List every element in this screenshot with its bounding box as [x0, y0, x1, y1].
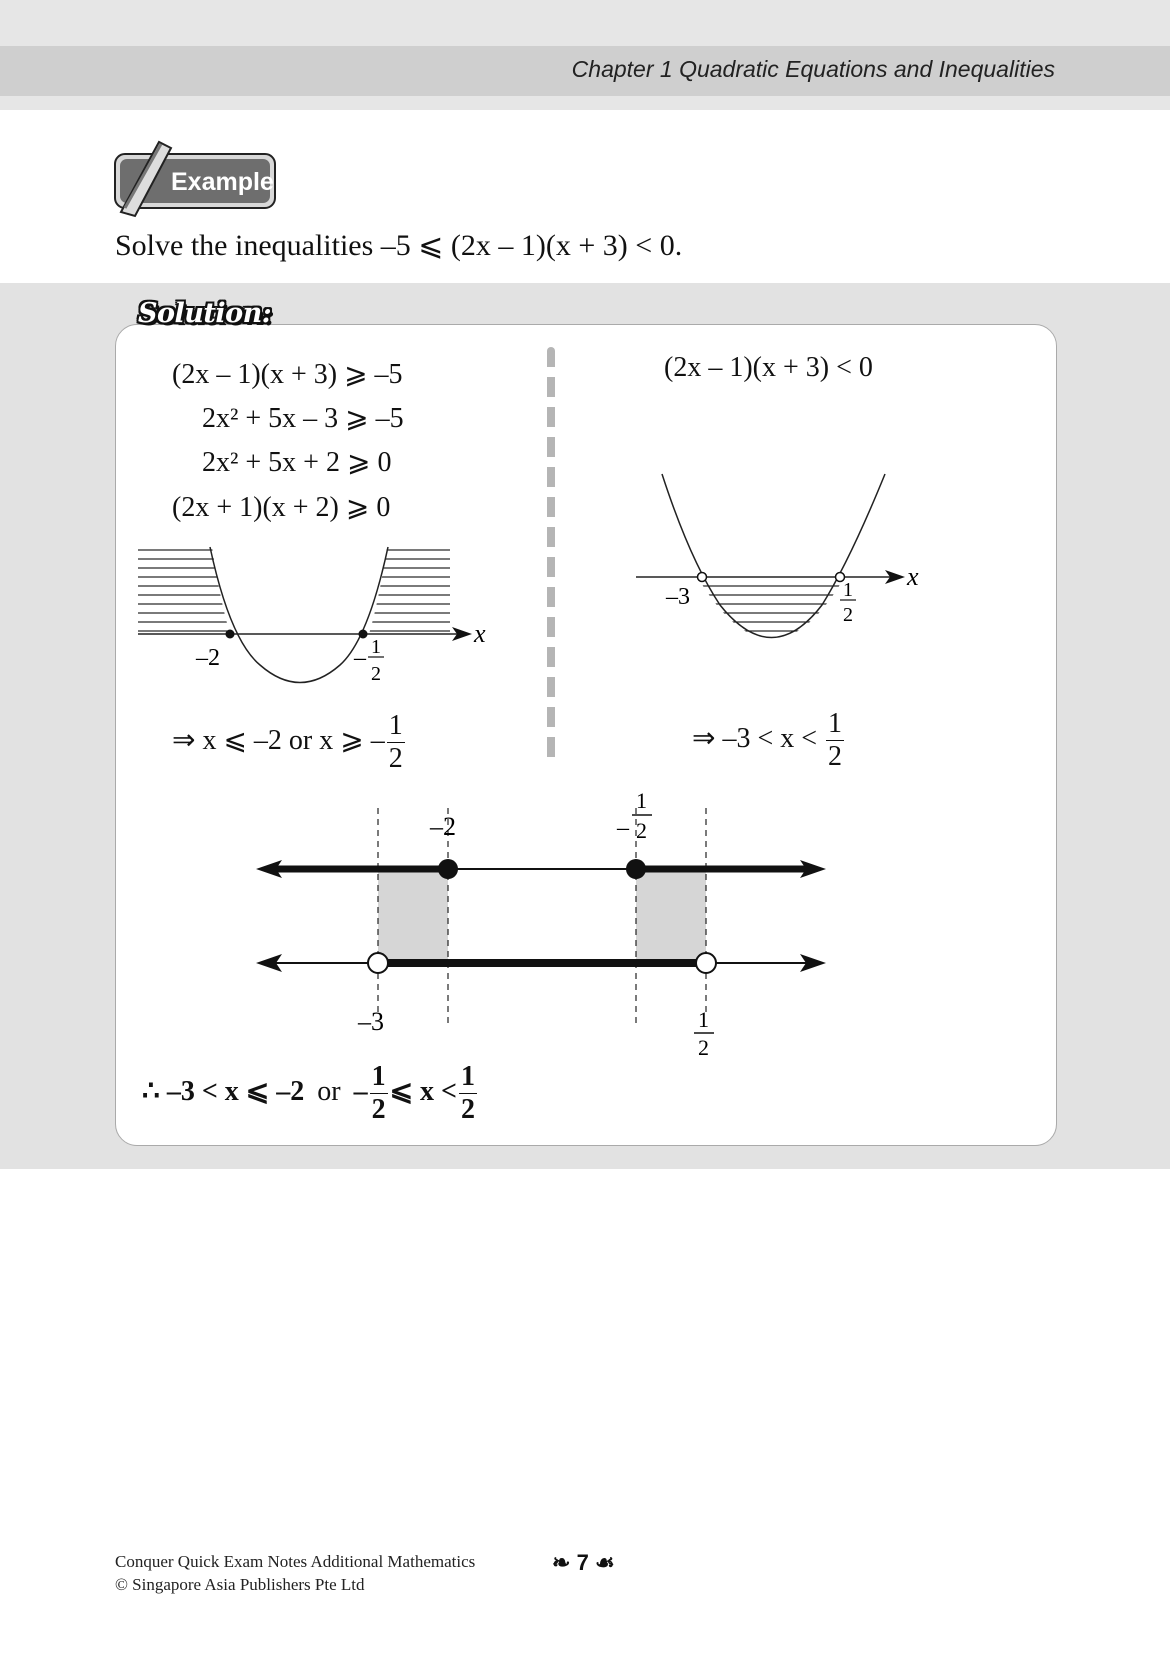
question-text: Solve the inequalities –5 ⩽ (2x – 1)(x + 3) < 0.: [115, 229, 683, 262]
step-3: 2x² + 5x + 2 ⩾ 0: [202, 447, 392, 478]
axis-label: x: [474, 619, 486, 648]
right-parabola-graph: [636, 474, 919, 638]
label-minus-half-sign: –: [617, 815, 629, 841]
label-half-num: 1: [636, 788, 647, 813]
root-label-num: 1: [843, 579, 853, 601]
footer: [115, 1550, 475, 1596]
open-point: [368, 953, 388, 973]
leaf-ornament-icon: ❧: [552, 1550, 571, 1575]
open-point: [696, 953, 716, 973]
root-label: –3: [666, 584, 690, 610]
page-number-value: 7: [576, 1550, 589, 1575]
root-label-num: 1: [371, 636, 381, 658]
closed-point: [438, 859, 458, 879]
root-label-den: 2: [371, 663, 381, 685]
root-label-den: 2: [843, 604, 853, 626]
label-minus-3: –3: [358, 1007, 384, 1036]
closed-point: [626, 859, 646, 879]
label-half-den: 2: [698, 1035, 709, 1060]
solution-label: Solution:: [138, 298, 272, 329]
step-4: (2x + 1)(x + 2) ⩾ 0: [172, 492, 391, 523]
root-label-sign: –: [354, 645, 366, 671]
right-inequality: (2x – 1)(x + 3) < 0: [664, 352, 873, 383]
left-result: ⇒ x ⩽ –2 or x ⩾ – $\frac{1}{2}$: [172, 710, 403, 774]
axis-label: x: [907, 562, 919, 591]
number-line-diagram: [256, 788, 826, 1060]
label-half-num: 1: [698, 1007, 709, 1032]
conclusion: ∴ –3 < x ⩽ –2 or – $\frac{1}{2}$ ⩽ x < $\frac{1}{2}$: [142, 1061, 475, 1125]
label-half-den: 2: [636, 818, 647, 843]
root-point-open: [698, 573, 707, 582]
root-label: –2: [196, 645, 220, 671]
leaf-ornament-icon: ☙: [594, 1550, 615, 1575]
root-point: [359, 630, 368, 639]
step-1: (2x – 1)(x + 3) ⩾ –5: [172, 359, 403, 390]
label-minus-2: –2: [430, 812, 456, 841]
right-result: ⇒ –3 < x < $\frac{1}{2}$: [692, 708, 843, 772]
page-number: [552, 1550, 615, 1576]
footer-copyright: © Singapore Asia Publishers Pte Ltd: [115, 1575, 365, 1594]
example-label: Example: [171, 168, 274, 196]
footer-book-title: Conquer Quick Exam Notes Additional Mathematics: [115, 1552, 476, 1571]
step-2: 2x² + 5x – 3 ⩾ –5: [202, 403, 404, 434]
left-parabola-graph: [138, 547, 486, 685]
chapter-title: Chapter 1 Quadratic Equations and Inequalities: [571, 56, 1055, 82]
root-point: [226, 630, 235, 639]
